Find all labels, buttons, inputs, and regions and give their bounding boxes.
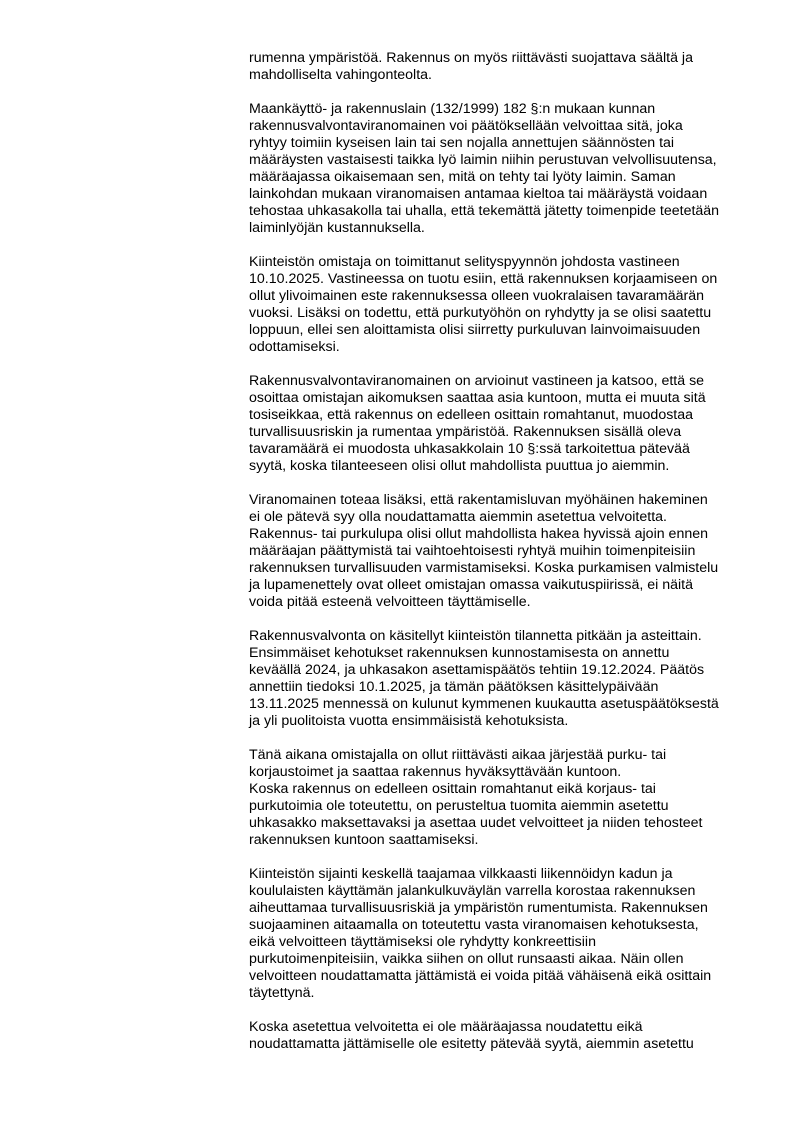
text-line: osoittaa omistajan aikomuksen saattaa asia kuntoon, mutta ei muuta sitä (249, 390, 706, 406)
paragraph-sufficient-time (249, 747, 749, 849)
text-line: purkutoimia ole toteutettu, on perusteltua tuomita aiemmin asetettu (249, 798, 669, 814)
text-line: rumenna ympäristöä. Rakennus on myös riittävästi suojattava säältä ja (249, 50, 693, 66)
text-line: purkutoimenpiteisiin, vaikka siihen on ollut runsaasti aikaa. Näin ollen (249, 951, 684, 967)
text-line: 10.10.2025. Vastineessa on tuotu esiin, että rakennuksen korjaamiseen on (249, 271, 718, 287)
text-line: ja yli puolitoista vuotta ensimmäisistä kehotuksista. (249, 713, 569, 729)
text-line: Rakennusvalvonta on käsitellyt kiinteistön tilannetta pitkään ja asteittain. (249, 628, 702, 644)
text-line: Tänä aikana omistajalla on ollut riittävästi aikaa järjestää purku- tai (249, 747, 667, 763)
paragraph-weather-protection (249, 50, 749, 84)
text-line: lainkohdan mukaan viranomaisen antamaa kieltoa tai määräystä voidaan (249, 186, 708, 202)
text-line: rakennuksen turvallisuuden varmistamiseksi. Koska purkamisen valmistelu (249, 560, 719, 576)
text-line: ei ole pätevä syy olla noudattamatta aiemmin asetettua velvoitetta. (249, 509, 667, 525)
text-line: Koska rakennus on edelleen osittain romahtanut eikä korjaus- tai (249, 781, 656, 797)
text-line: määräajan päättymistä tai vaihtoehtoisesti ryhtyä muihin toimenpiteisiin (249, 543, 696, 559)
text-line: koululaisten käyttämän jalankulkuväylän varrella korostaa rakennuksen (249, 883, 696, 899)
text-line: tavaramäärä ei muodosta uhkasakkolain 10 §:ssä tarkoitettua pätevää (249, 441, 690, 457)
text-line: rakennuksen kuntoon saattamiseksi. (249, 832, 479, 848)
paragraph-authority-assessment (249, 373, 749, 475)
text-line: Rakennusvalvontaviranomainen on arvioinut vastineen ja katsoo, että se (249, 373, 705, 389)
text-line: eikä velvoitteen täyttämiseksi ole ryhdytty konkreettisiin (249, 934, 596, 950)
text-line: Kiinteistön omistaja on toimittanut selityspyynnön johdosta vastineen (249, 254, 680, 270)
text-line: määräysten vastaisesti taikka lyö laimin niihin perustuvan velvollisuutensa, (249, 152, 717, 168)
paragraph-location-risk (249, 866, 749, 1002)
text-line: Kiinteistön sijainti keskellä taajamaa vilkkaasti liikennöidyn kadun ja (249, 866, 673, 882)
text-line: Ensimmäiset kehotukset rakennuksen kunnostamisesta on annettu (249, 645, 670, 661)
text-line: annettiin tiedoksi 10.1.2025, ja tämän päätöksen käsittelypäivään (249, 679, 659, 695)
text-line: uhkasakko maksettavaksi ja asettaa uudet velvoitteet ja niiden tehosteet (249, 815, 703, 831)
text-line: Maankäyttö- ja rakennuslain (132/1999) 182 §:n mukaan kunnan (249, 101, 656, 117)
text-line: syytä, koska tilanteeseen olisi ollut mahdollista puuttua jo aiemmin. (249, 458, 670, 474)
text-line: Viranomainen toteaa lisäksi, että rakentamisluvan myöhäinen hakeminen (249, 492, 708, 508)
text-line: Rakennus- tai purkulupa olisi ollut mahdollista hakea hyvissä ajoin ennen (249, 526, 709, 542)
text-line: ryhtyy toimiin kyseisen lain tai sen nojalla annettujen säännösten tai (249, 135, 675, 151)
text-line: aiheuttamaa turvallisuusriskiä ja ympäristön rumentumista. Rakennuksen (249, 900, 708, 916)
text-line: määräajassa oikaisemaan sen, mitä on tehty tai lyöty laimin. Saman (249, 169, 676, 185)
text-line: mahdolliselta vahingonteolta. (249, 67, 432, 83)
text-line: velvoitteen noudattamatta jättämistä ei voida pitää vähäisenä eikä osittain (249, 968, 712, 984)
text-line: odottamiseksi. (249, 339, 340, 355)
text-line: ja lupamenettely ovat olleet omistajan omassa vaikutuspiirissä, ei näitä (249, 577, 693, 593)
document-page (249, 50, 749, 1070)
paragraph-conclusion (249, 1019, 749, 1053)
text-line: suojaaminen aitaamalla on toteutettu vasta viranomaisen kehotuksesta, (249, 917, 699, 933)
text-line: ollut ylivoimainen este rakennuksessa olleen vuokralaisen tavaramäärän (249, 288, 705, 304)
text-line: vuoksi. Lisäksi on todettu, että purkutyöhön on ryhdytty ja se olisi saatettu (249, 305, 712, 321)
paragraph-permit-delay (249, 492, 749, 611)
text-line: Koska asetettua velvoitetta ei ole määräajassa noudatettu eikä (249, 1019, 643, 1035)
text-line: loppuun, ellei sen aloittamista olisi siirretty purkuluvan lainvoimaisuuden (249, 322, 701, 338)
text-line: noudattamatta jättämiselle ole esitetty pätevää syytä, aiemmin asetettu (249, 1036, 694, 1052)
paragraph-owner-response (249, 254, 749, 356)
text-line: tehostaa uhkasakolla tai uhalla, että tekemättä jätetty toimenpide teetetään (249, 203, 720, 219)
paragraph-timeline (249, 628, 749, 730)
text-line: turvallisuusriskin ja rumentaa ympäristöä. Rakennuksen sisällä oleva (249, 424, 682, 440)
text-line: 13.11.2025 mennessä on kulunut kymmenen kuukautta asetuspäätöksestä (249, 696, 719, 712)
text-line: keväällä 2024, ja uhkasakon asettamispäätös tehtiin 19.12.2024. Päätös (249, 662, 705, 678)
text-line: laiminlyöjän kustannuksella. (249, 220, 425, 236)
text-line: korjaustoimet ja saattaa rakennus hyväksyttävään kuntoon. (249, 764, 622, 780)
text-line: voida pitää esteenä velvoitteen täyttämiselle. (249, 594, 531, 610)
text-line: tosiseikkaa, että rakennus on edelleen osittain romahtanut, muodostaa (249, 407, 694, 423)
text-line: täytettynä. (249, 985, 315, 1001)
paragraph-legal-basis (249, 101, 749, 237)
text-line: rakennusvalvontaviranomainen voi päätöksellään velvoittaa sitä, joka (249, 118, 683, 134)
